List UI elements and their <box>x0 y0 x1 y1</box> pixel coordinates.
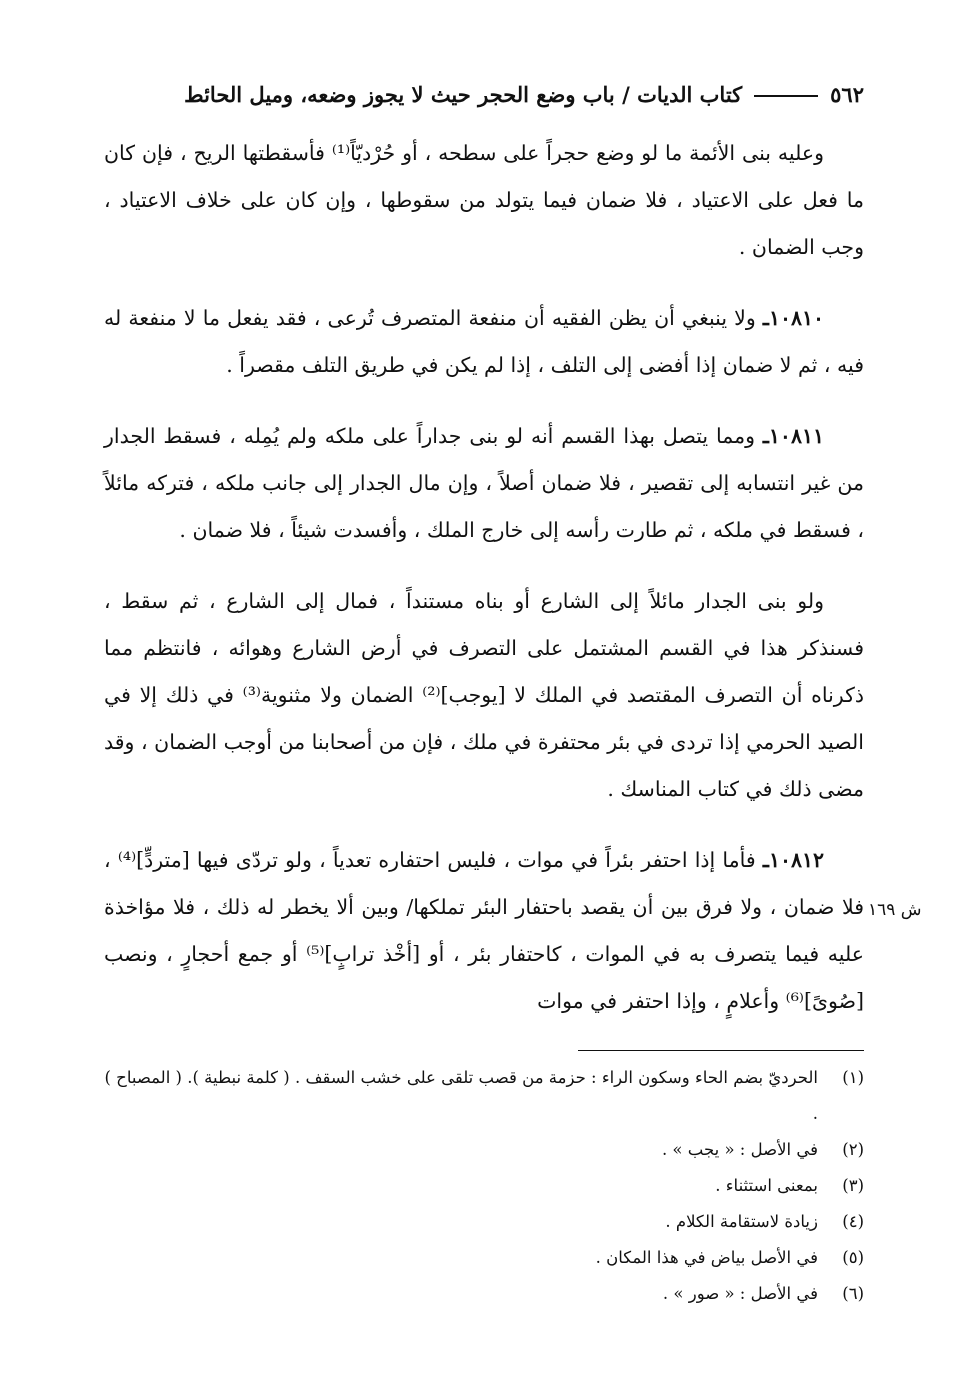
footnote-text: في الأصل : « يجب » . <box>661 1140 818 1159</box>
paragraph <box>104 130 864 271</box>
footnote-text: الحرديّ بضم الحاء وسكون الراء : حزمة من قصب تلقى على خشب السقف . ( كلمة نبطية ). ( المصباح ) . <box>104 1068 818 1123</box>
paragraph-number: ١٠٨١١ـ <box>762 424 824 448</box>
footnote-number: (٤) <box>842 1212 864 1231</box>
page-number: ٥٦٢ <box>830 82 864 107</box>
paragraph-text: وعليه بنى الأئمة ما لو وضع حجراً على سطحه ، أو حُرْديّاً⁽¹⁾ فأسقطتها الريح ، فإن كان ما فعل على الاعتياد ، فلا ضمان فيما يتولد من سقوطها ، وإن كان على خلاف الاعتياد ، وجب الضمان . <box>104 141 864 259</box>
paragraph <box>104 578 864 813</box>
footnote <box>104 1132 864 1168</box>
footnote-text: بمعنى استثناء . <box>715 1176 818 1195</box>
footnote-number: (٦) <box>842 1284 864 1303</box>
paragraph <box>104 413 864 554</box>
footnotes <box>104 1060 864 1312</box>
paragraph-text: فأما إذا احتفر بئراً في موات ، فليس احتفاره تعدياً ، ولو تردّى فيها [متردٍّ]⁽⁴⁾ ، فلا ضمان ، ولا فرق بين أن يقصد باحتفار البئر تملكها/ وبين ألا يخطر له ذلك ، فلا مؤاخذة عليه فيما يتصرف به في الموات ، كاحتفار بئر ، أو [أخْذ ترابٍ]⁽⁵⁾ أو جمع أحجارٍ ، ونصب [صُوىً]⁽⁶⁾ وأعلامٍ ، وإذا احتفر في موات <box>104 848 865 1013</box>
footnote-text: في الأصل بياض في هذا المكان . <box>595 1248 818 1267</box>
footnote-number: (١) <box>842 1068 864 1087</box>
footnote <box>104 1204 864 1240</box>
body-text <box>104 130 864 1049</box>
footnote <box>104 1276 864 1312</box>
footnote <box>104 1168 864 1204</box>
paragraph <box>104 295 864 389</box>
paragraph-text: ومما يتصل بهذا القسم أنه لو بنى جداراً على ملكه ولم يُمِله ، فسقط الجدار من غير انتسابه إلى تقصير ، فلا ضمان أصلاً ، وإن مال الجدار إلى جانب ملكه ، فتركه مائلاً ، فسقط في ملكه ، ثم طارت رأسه إلى خارج الملك ، وأفسدت شيئاً ، فلا ضمان . <box>104 424 864 542</box>
paragraph <box>104 837 864 1025</box>
footnote <box>104 1060 864 1132</box>
footnote-number: (٥) <box>842 1248 864 1267</box>
paragraph-number: ١٠٨١٢ـ <box>762 848 824 872</box>
header-title: كتاب الديات / باب وضع الحجر حيث لا يجوز وضعه، وميل الحائط <box>184 82 743 107</box>
footnote-divider <box>578 1050 864 1051</box>
paragraph-text: ولو بنى الجدار مائلاً إلى الشارع أو بناه مستنداً ، فمال إلى الشارع ، ثم سقط ، فسنذكر هذا في القسم المشتمل على التصرف في أرض الشارع وهوائه ، فانتظم مما ذكرناه أن التصرف المقتصد في الملك لا [يوجب]⁽²⁾ الضمان ولا مثنوية⁽³⁾ في ذلك إلا في الصيد الحرمي إذا تردى في بئر محتفرة في ملك ، فإن من أصحابنا من أوجب الضمان ، وقد مضى ذلك في كتاب المناسك . <box>104 589 864 801</box>
footnote-text: زيادة لاستقامة الكلام . <box>665 1212 818 1231</box>
margin-note: ش ١٦٩ <box>868 900 922 920</box>
paragraph-number: ١٠٨١٠ـ <box>762 306 824 330</box>
footnote-number: (٢) <box>842 1140 864 1159</box>
running-header <box>104 82 864 107</box>
paragraph-text: ولا ينبغي أن يظن الفقيه أن منفعة المتصرف تُرعى ، فقد يفعل ما لا منفعة له فيه ، ثم لا ضمان إذا أفضى إلى التلف ، إذا لم يكن في طريق التلف مقصراً . <box>104 306 864 377</box>
footnote-number: (٣) <box>842 1176 864 1195</box>
header-rule <box>754 95 818 97</box>
footnote-text: في الأصل : « صور » . <box>662 1284 818 1303</box>
footnote <box>104 1240 864 1276</box>
